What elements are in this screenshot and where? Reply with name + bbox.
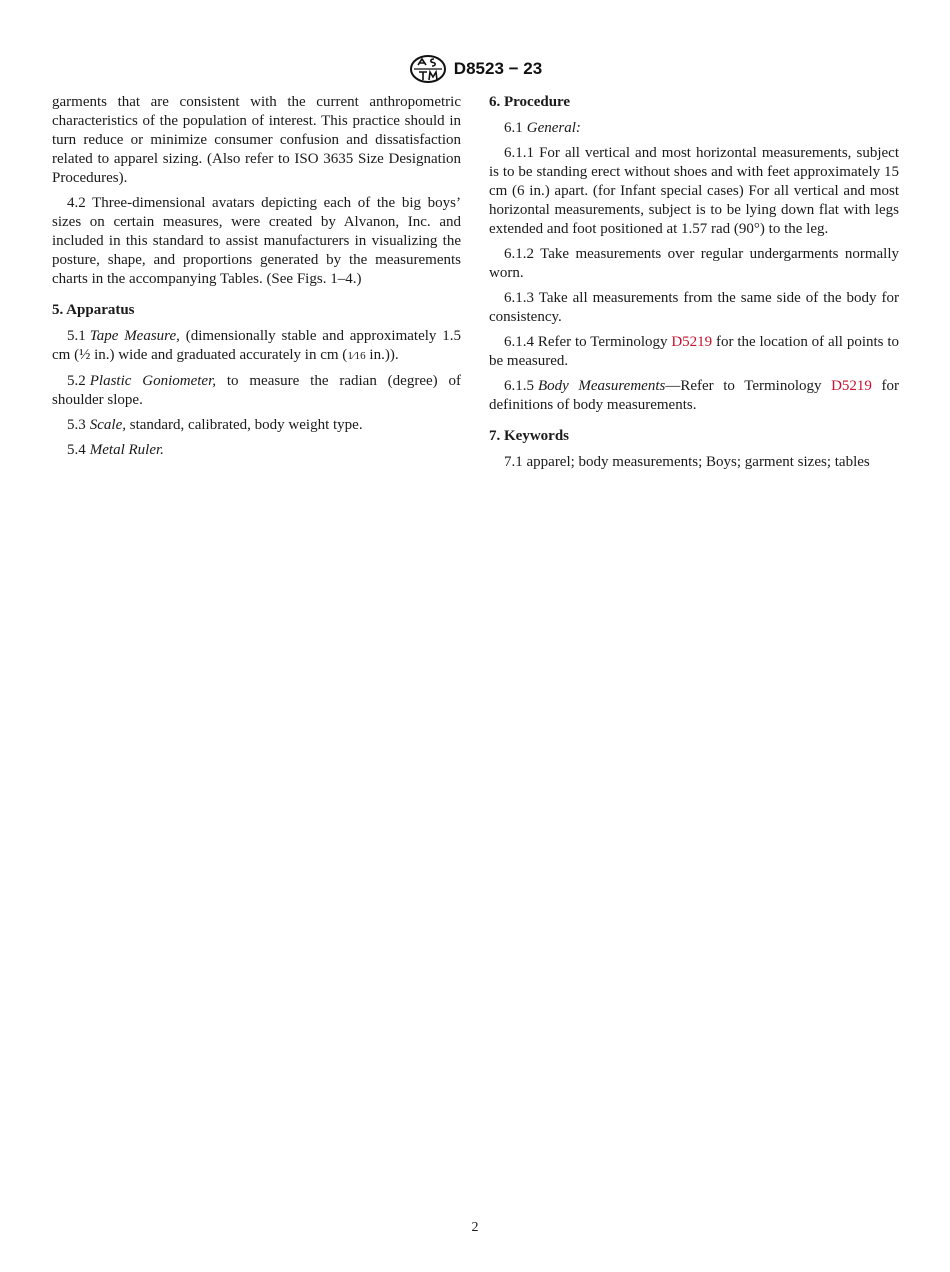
term-body-measurements: Body Measurements xyxy=(538,378,666,394)
fraction-sixteenth: 1⁄16 xyxy=(347,350,366,362)
paragraph-5-2 xyxy=(52,372,461,410)
section-heading-procedure: 6. Procedure xyxy=(489,94,571,110)
term-goniometer: Plastic Goniometer, xyxy=(89,373,216,389)
paragraph-6-1-5 xyxy=(489,377,899,415)
paragraph-5-4 xyxy=(52,441,461,460)
section-heading-apparatus: 5. Apparatus xyxy=(52,302,135,318)
clause-text: 6.1.4 Refer to Terminology xyxy=(504,334,672,350)
page-number: 2 xyxy=(471,1220,479,1235)
paragraph-7-1: 7.1 apparel; body measurements; Boys; garment sizes; tables xyxy=(504,454,870,470)
link-d5219[interactable]: D5219 xyxy=(831,378,872,394)
term-metal-ruler: Metal Ruler. xyxy=(89,442,164,458)
paragraph-4-1-continued: garments that are consistent with the current anthropometric characteristics of the population of interest. This practice should in turn reduce or minimize consumer confusion and dissatisfaction related to apparel sizing. (Also refer to ISO 3635 Size Designation Procedures). xyxy=(52,94,461,186)
clause-text: in.) wide and graduated accurately in cm ( xyxy=(90,347,348,363)
clause-number: 6.1.5 xyxy=(504,378,534,394)
paragraph-5-3 xyxy=(52,416,461,435)
left-column xyxy=(52,93,461,466)
astm-logo-icon xyxy=(408,54,448,84)
page-header xyxy=(0,54,950,84)
term-tape-measure: Tape Measure, xyxy=(89,328,180,344)
section-heading-keywords: 7. Keywords xyxy=(489,428,569,444)
paragraph-6-1-3: 6.1.3 Take all measurements from the same side of the body for consistency. xyxy=(489,290,899,325)
paragraph-5-1 xyxy=(52,327,461,366)
fraction-half: ½ xyxy=(79,347,91,363)
clause-text: (dimensionally stable and approximately 1.5 cm ( xyxy=(52,328,461,363)
clause-number: 5.3 xyxy=(67,417,86,433)
clause-number: 5.2 xyxy=(67,373,86,389)
clause-text: standard, calibrated, body weight type. xyxy=(125,417,363,433)
paragraph-6-1-4 xyxy=(489,333,899,371)
clause-text: in.)). xyxy=(365,347,399,363)
clause-number: 5.4 xyxy=(67,442,86,458)
paragraph-4-2: 4.2 Three-dimensional avatars depicting each of the big boys’ sizes on certain measures, were created by Alvanon, Inc. and included in this standard to assist manufacturers in visualizing the posture, shape, and proportions generated by the measurements charts in the accompanying Tables. (See Figs. 1–4.) xyxy=(52,195,461,287)
clause-text: to measure the radian (degree) of shoulder slope. xyxy=(52,373,461,408)
right-column xyxy=(489,93,899,478)
clause-number: 6.1 xyxy=(504,120,523,136)
clause-number: 5.1 xyxy=(67,328,86,344)
paragraph-6-1-1: 6.1.1 For all vertical and most horizontal measurements, subject is to be standing erect without shoes and with feet approximately 15 cm (6 in.) apart. (for Infant special cases) For all vertical and most horizontal measurements, subject is to be lying down flat with legs extended and foot positioned at 1.57 rad (90°) to the leg. xyxy=(489,145,899,237)
term-scale: Scale, xyxy=(89,417,126,433)
term-general: General: xyxy=(526,120,581,136)
paragraph-6-1 xyxy=(489,119,899,138)
standard-designation: D8523 − 23 xyxy=(453,59,543,78)
paragraph-6-1-2: 6.1.2 Take measurements over regular undergarments normally worn. xyxy=(489,246,899,281)
clause-text: for the location of all points to be measured. xyxy=(489,334,899,369)
clause-text: for definitions of body measurements. xyxy=(489,378,899,413)
link-d5219[interactable]: D5219 xyxy=(671,334,713,350)
clause-text: —Refer to Terminology xyxy=(665,378,832,394)
